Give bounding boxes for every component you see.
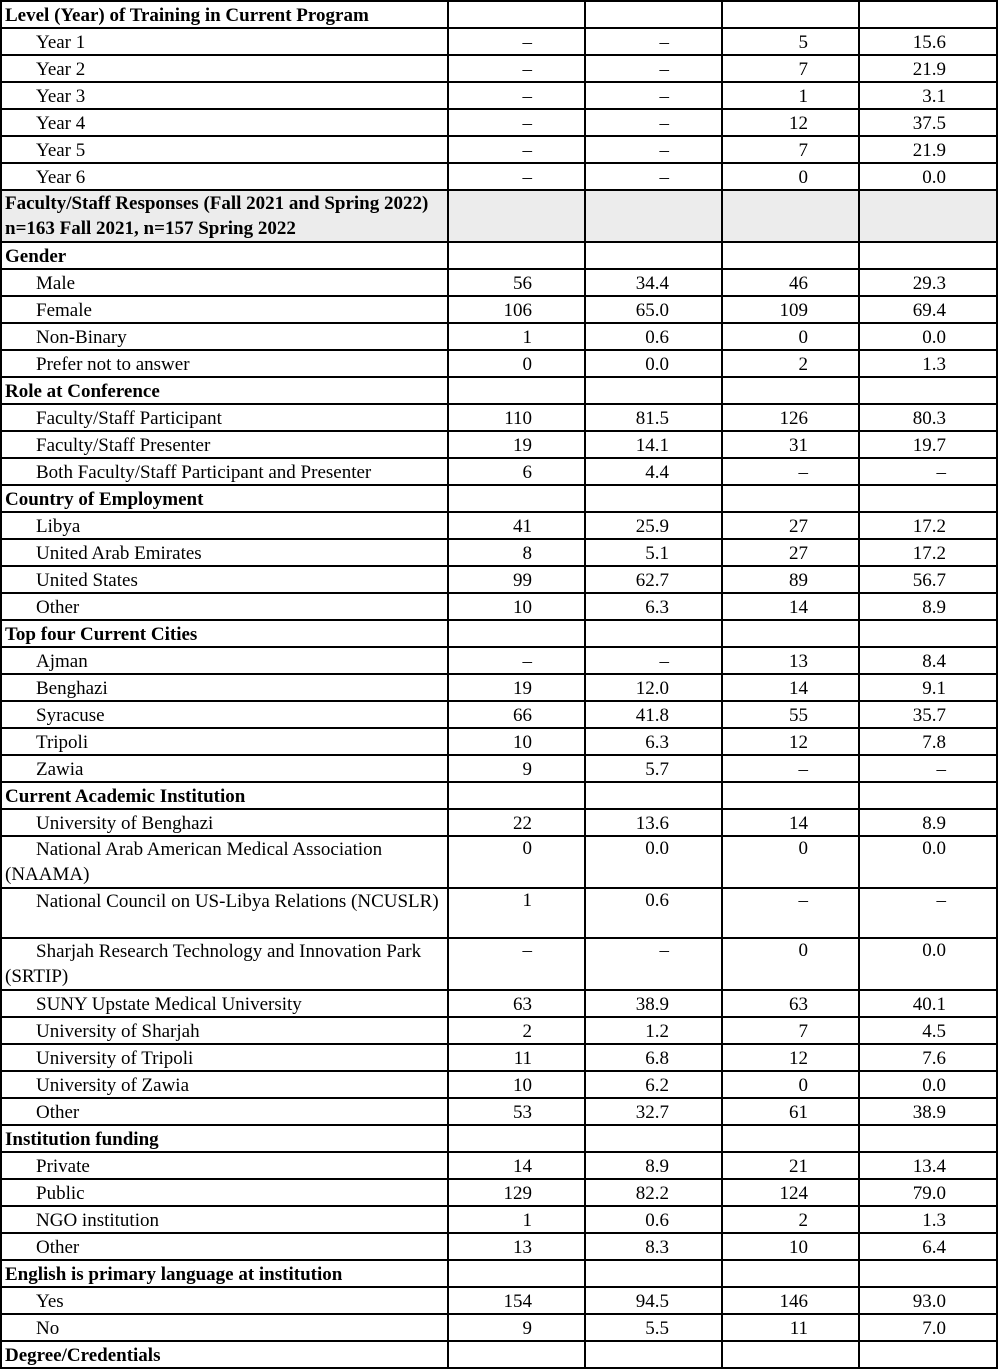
cell-col1: 1 <box>448 888 585 938</box>
row-label: Syracuse <box>1 701 448 728</box>
cell-col1: 13 <box>448 1233 585 1260</box>
cell-col1: – <box>448 55 585 82</box>
row-label: Ajman <box>1 647 448 674</box>
cell-col3: 11 <box>722 1314 859 1341</box>
cell-col3: 12 <box>722 109 859 136</box>
cell-col1: 106 <box>448 296 585 323</box>
cell-col1: 1 <box>448 323 585 350</box>
cell-col4: 29.3 <box>859 269 997 296</box>
table-row <box>1 1206 997 1233</box>
empty-cell <box>585 1260 722 1287</box>
cell-col4: 8.4 <box>859 647 997 674</box>
table-row <box>1 1017 997 1044</box>
section-header-row <box>1 1125 997 1152</box>
section-header: Current Academic Institution <box>1 782 448 809</box>
cell-col3: 14 <box>722 593 859 620</box>
table-row <box>1 323 997 350</box>
row-label: Year 2 <box>1 55 448 82</box>
empty-cell <box>585 782 722 809</box>
row-label: Other <box>1 1098 448 1125</box>
cell-col3: – <box>722 755 859 782</box>
empty-cell <box>585 1125 722 1152</box>
cell-col4: 0.0 <box>859 1071 997 1098</box>
cell-col2: 6.3 <box>585 728 722 755</box>
cell-col2: 5.7 <box>585 755 722 782</box>
cell-col1: 0 <box>448 836 585 888</box>
cell-col3: 2 <box>722 350 859 377</box>
row-label: University of Sharjah <box>1 1017 448 1044</box>
cell-col1: 11 <box>448 1044 585 1071</box>
cell-col4: 3.1 <box>859 82 997 109</box>
cell-col3: 21 <box>722 1152 859 1179</box>
cell-col4: 17.2 <box>859 512 997 539</box>
cell-col1: 10 <box>448 1071 585 1098</box>
cell-col3: 109 <box>722 296 859 323</box>
empty-cell <box>859 1125 997 1152</box>
cell-col2: 0.0 <box>585 350 722 377</box>
empty-cell <box>448 1 585 28</box>
row-label: National Council on US-Libya Relations (NCUSLR) <box>1 888 448 938</box>
table-row <box>1 55 997 82</box>
cell-col2: 6.8 <box>585 1044 722 1071</box>
cell-col2: 1.2 <box>585 1017 722 1044</box>
empty-cell <box>448 1260 585 1287</box>
empty-cell <box>722 620 859 647</box>
cell-col1: 22 <box>448 809 585 836</box>
cell-col3: 46 <box>722 269 859 296</box>
table-body <box>1 1 997 1368</box>
row-label: Male <box>1 269 448 296</box>
cell-col2: – <box>585 163 722 190</box>
table-row <box>1 938 997 990</box>
table-row <box>1 539 997 566</box>
cell-col4: 13.4 <box>859 1152 997 1179</box>
cell-col1: 154 <box>448 1287 585 1314</box>
cell-col1: 9 <box>448 1314 585 1341</box>
table-row <box>1 269 997 296</box>
cell-col3: 61 <box>722 1098 859 1125</box>
cell-col2: 94.5 <box>585 1287 722 1314</box>
row-label: Year 4 <box>1 109 448 136</box>
cell-col4: 1.3 <box>859 1206 997 1233</box>
cell-col4: 8.9 <box>859 593 997 620</box>
cell-col1: – <box>448 163 585 190</box>
cell-col2: 13.6 <box>585 809 722 836</box>
row-label: University of Benghazi <box>1 809 448 836</box>
row-label: Sharjah Research Technology and Innovation Park (SRTIP) <box>1 938 448 990</box>
cell-col3: 89 <box>722 566 859 593</box>
empty-cell <box>859 190 997 242</box>
row-label: Non-Binary <box>1 323 448 350</box>
empty-cell <box>859 485 997 512</box>
table-row <box>1 296 997 323</box>
cell-col1: – <box>448 82 585 109</box>
cell-col2: 62.7 <box>585 566 722 593</box>
empty-cell <box>722 190 859 242</box>
cell-col2: 41.8 <box>585 701 722 728</box>
cell-col2: – <box>585 136 722 163</box>
cell-col4: 21.9 <box>859 55 997 82</box>
cell-col3: 31 <box>722 431 859 458</box>
table-row <box>1 109 997 136</box>
cell-col1: 110 <box>448 404 585 431</box>
empty-cell <box>722 377 859 404</box>
empty-cell <box>859 1 997 28</box>
cell-col2: – <box>585 938 722 990</box>
table-row <box>1 888 997 938</box>
cell-col4: 80.3 <box>859 404 997 431</box>
cell-col1: – <box>448 647 585 674</box>
table-row <box>1 1233 997 1260</box>
empty-cell <box>448 377 585 404</box>
cell-col3: 7 <box>722 1017 859 1044</box>
table-row <box>1 647 997 674</box>
cell-col2: 34.4 <box>585 269 722 296</box>
table-row <box>1 836 997 888</box>
table-row <box>1 136 997 163</box>
cell-col2: 8.9 <box>585 1152 722 1179</box>
cell-col4: 35.7 <box>859 701 997 728</box>
section-header-row <box>1 485 997 512</box>
cell-col3: 0 <box>722 938 859 990</box>
cell-col3: 124 <box>722 1179 859 1206</box>
cell-col3: 0 <box>722 836 859 888</box>
cell-col2: 0.6 <box>585 323 722 350</box>
empty-cell <box>859 620 997 647</box>
section-header-row <box>1 620 997 647</box>
empty-cell <box>585 1341 722 1368</box>
cell-col1: 63 <box>448 990 585 1017</box>
empty-cell <box>722 1260 859 1287</box>
cell-col2: – <box>585 109 722 136</box>
cell-col4: 9.1 <box>859 674 997 701</box>
cell-col3: 13 <box>722 647 859 674</box>
empty-cell <box>585 1 722 28</box>
row-label: Faculty/Staff Presenter <box>1 431 448 458</box>
cell-col3: 63 <box>722 990 859 1017</box>
cell-col3: 1 <box>722 82 859 109</box>
row-label: Tripoli <box>1 728 448 755</box>
empty-cell <box>722 1341 859 1368</box>
row-label: Other <box>1 593 448 620</box>
cell-col1: 2 <box>448 1017 585 1044</box>
cell-col1: 0 <box>448 350 585 377</box>
cell-col2: – <box>585 82 722 109</box>
section-header-row <box>1 242 997 269</box>
empty-cell <box>448 242 585 269</box>
table-row <box>1 350 997 377</box>
cell-col2: 4.4 <box>585 458 722 485</box>
cell-col1: – <box>448 109 585 136</box>
cell-col2: 0.0 <box>585 836 722 888</box>
cell-col1: 6 <box>448 458 585 485</box>
cell-col1: 1 <box>448 1206 585 1233</box>
empty-cell <box>448 1341 585 1368</box>
table-row <box>1 1152 997 1179</box>
row-label: Zawia <box>1 755 448 782</box>
section-header-row <box>1 782 997 809</box>
row-label: Public <box>1 1179 448 1206</box>
table-row <box>1 82 997 109</box>
section-header-row <box>1 1341 997 1368</box>
section-header: Gender <box>1 242 448 269</box>
empty-cell <box>722 1 859 28</box>
cell-col4: 6.4 <box>859 1233 997 1260</box>
row-label: SUNY Upstate Medical University <box>1 990 448 1017</box>
empty-cell <box>585 377 722 404</box>
cell-col4: 79.0 <box>859 1179 997 1206</box>
cell-col2: 81.5 <box>585 404 722 431</box>
cell-col2: – <box>585 28 722 55</box>
table-row <box>1 404 997 431</box>
row-label: No <box>1 1314 448 1341</box>
cell-col4: 17.2 <box>859 539 997 566</box>
cell-col4: 7.8 <box>859 728 997 755</box>
row-label: Prefer not to answer <box>1 350 448 377</box>
cell-col2: 5.5 <box>585 1314 722 1341</box>
cell-col2: 65.0 <box>585 296 722 323</box>
table-row <box>1 1071 997 1098</box>
cell-col2: 5.1 <box>585 539 722 566</box>
row-label: University of Tripoli <box>1 1044 448 1071</box>
row-label: Private <box>1 1152 448 1179</box>
cell-col2: 0.6 <box>585 1206 722 1233</box>
row-label: Year 5 <box>1 136 448 163</box>
table-row <box>1 1287 997 1314</box>
table-row <box>1 1314 997 1341</box>
table-row <box>1 701 997 728</box>
table-row <box>1 431 997 458</box>
cell-col1: 99 <box>448 566 585 593</box>
section-header: Top four Current Cities <box>1 620 448 647</box>
cell-col1: 8 <box>448 539 585 566</box>
cell-col3: 0 <box>722 163 859 190</box>
cell-col1: 66 <box>448 701 585 728</box>
table-row <box>1 28 997 55</box>
row-label: United States <box>1 566 448 593</box>
cell-col4: 0.0 <box>859 323 997 350</box>
cell-col1: 19 <box>448 674 585 701</box>
cell-col2: – <box>585 55 722 82</box>
empty-cell <box>859 1341 997 1368</box>
empty-cell <box>859 377 997 404</box>
row-label: United Arab Emirates <box>1 539 448 566</box>
empty-cell <box>585 620 722 647</box>
section-header: Level (Year) of Training in Current Program <box>1 1 448 28</box>
cell-col2: 0.6 <box>585 888 722 938</box>
section-header-row <box>1 377 997 404</box>
cell-col4: 0.0 <box>859 836 997 888</box>
row-label: Other <box>1 1233 448 1260</box>
empty-cell <box>859 242 997 269</box>
cell-col2: 32.7 <box>585 1098 722 1125</box>
cell-col3: – <box>722 888 859 938</box>
cell-col3: 12 <box>722 728 859 755</box>
table-row <box>1 990 997 1017</box>
cell-col4: 7.0 <box>859 1314 997 1341</box>
empty-cell <box>585 242 722 269</box>
cell-col3: 146 <box>722 1287 859 1314</box>
cell-col2: 82.2 <box>585 1179 722 1206</box>
empty-cell <box>722 242 859 269</box>
empty-cell <box>722 485 859 512</box>
empty-cell <box>585 485 722 512</box>
table-row <box>1 809 997 836</box>
table-row <box>1 593 997 620</box>
cell-col2: 12.0 <box>585 674 722 701</box>
table-row <box>1 163 997 190</box>
cell-col4: 38.9 <box>859 1098 997 1125</box>
table-row <box>1 458 997 485</box>
section-header: Role at Conference <box>1 377 448 404</box>
row-label: Benghazi <box>1 674 448 701</box>
cell-col2: 6.2 <box>585 1071 722 1098</box>
row-label: Both Faculty/Staff Participant and Presenter <box>1 458 448 485</box>
empty-cell <box>722 782 859 809</box>
empty-cell <box>859 782 997 809</box>
cell-col4: 15.6 <box>859 28 997 55</box>
section-header: Faculty/Staff Responses (Fall 2021 and Spring 2022) n=163 Fall 2021, n=157 Spring 2022 <box>1 190 448 242</box>
cell-col4: 4.5 <box>859 1017 997 1044</box>
row-label: NGO institution <box>1 1206 448 1233</box>
cell-col3: 0 <box>722 1071 859 1098</box>
cell-col3: 5 <box>722 28 859 55</box>
cell-col3: 10 <box>722 1233 859 1260</box>
cell-col3: 55 <box>722 701 859 728</box>
cell-col1: 129 <box>448 1179 585 1206</box>
cell-col4: – <box>859 755 997 782</box>
table-row <box>1 755 997 782</box>
empty-cell <box>448 1125 585 1152</box>
row-label: University of Zawia <box>1 1071 448 1098</box>
row-label: Year 3 <box>1 82 448 109</box>
cell-col3: 2 <box>722 1206 859 1233</box>
cell-col1: – <box>448 28 585 55</box>
table-row <box>1 1044 997 1071</box>
empty-cell <box>448 782 585 809</box>
section-header: English is primary language at institution <box>1 1260 448 1287</box>
cell-col4: – <box>859 458 997 485</box>
cell-col4: 8.9 <box>859 809 997 836</box>
row-label: National Arab American Medical Association (NAAMA) <box>1 836 448 888</box>
cell-col4: 0.0 <box>859 938 997 990</box>
table-row <box>1 566 997 593</box>
cell-col2: 8.3 <box>585 1233 722 1260</box>
table-row <box>1 1098 997 1125</box>
cell-col3: – <box>722 458 859 485</box>
row-label: Faculty/Staff Participant <box>1 404 448 431</box>
section-header: Degree/Credentials <box>1 1341 448 1368</box>
cell-col1: – <box>448 136 585 163</box>
row-label: Year 6 <box>1 163 448 190</box>
section-header-row <box>1 1260 997 1287</box>
empty-cell <box>859 1260 997 1287</box>
cell-col1: 19 <box>448 431 585 458</box>
empty-cell <box>722 1125 859 1152</box>
cell-col4: 93.0 <box>859 1287 997 1314</box>
cell-col4: 7.6 <box>859 1044 997 1071</box>
cell-col3: 7 <box>722 55 859 82</box>
cell-col4: 1.3 <box>859 350 997 377</box>
row-label: Yes <box>1 1287 448 1314</box>
cell-col1: 56 <box>448 269 585 296</box>
table-row <box>1 728 997 755</box>
section-header: Institution funding <box>1 1125 448 1152</box>
cell-col4: – <box>859 888 997 938</box>
section-header: Country of Employment <box>1 485 448 512</box>
cell-col1: – <box>448 938 585 990</box>
cell-col3: 14 <box>722 809 859 836</box>
cell-col3: 0 <box>722 323 859 350</box>
empty-cell <box>448 485 585 512</box>
cell-col2: 14.1 <box>585 431 722 458</box>
cell-col2: 6.3 <box>585 593 722 620</box>
cell-col3: 12 <box>722 1044 859 1071</box>
empty-cell <box>448 190 585 242</box>
cell-col1: 41 <box>448 512 585 539</box>
cell-col3: 27 <box>722 539 859 566</box>
cell-col3: 7 <box>722 136 859 163</box>
cell-col3: 126 <box>722 404 859 431</box>
row-label: Female <box>1 296 448 323</box>
cell-col4: 40.1 <box>859 990 997 1017</box>
cell-col4: 19.7 <box>859 431 997 458</box>
section-header-row <box>1 190 997 242</box>
cell-col1: 10 <box>448 728 585 755</box>
cell-col4: 21.9 <box>859 136 997 163</box>
cell-col2: 25.9 <box>585 512 722 539</box>
cell-col4: 69.4 <box>859 296 997 323</box>
cell-col2: 38.9 <box>585 990 722 1017</box>
cell-col4: 56.7 <box>859 566 997 593</box>
cell-col2: – <box>585 647 722 674</box>
row-label: Year 1 <box>1 28 448 55</box>
section-header-row <box>1 1 997 28</box>
cell-col1: 9 <box>448 755 585 782</box>
row-label: Libya <box>1 512 448 539</box>
cell-col1: 10 <box>448 593 585 620</box>
table-row <box>1 1179 997 1206</box>
cell-col4: 0.0 <box>859 163 997 190</box>
cell-col1: 53 <box>448 1098 585 1125</box>
empty-cell <box>448 620 585 647</box>
cell-col3: 14 <box>722 674 859 701</box>
table-row <box>1 512 997 539</box>
cell-col3: 27 <box>722 512 859 539</box>
cell-col1: 14 <box>448 1152 585 1179</box>
empty-cell <box>585 190 722 242</box>
table-row <box>1 674 997 701</box>
cell-col4: 37.5 <box>859 109 997 136</box>
